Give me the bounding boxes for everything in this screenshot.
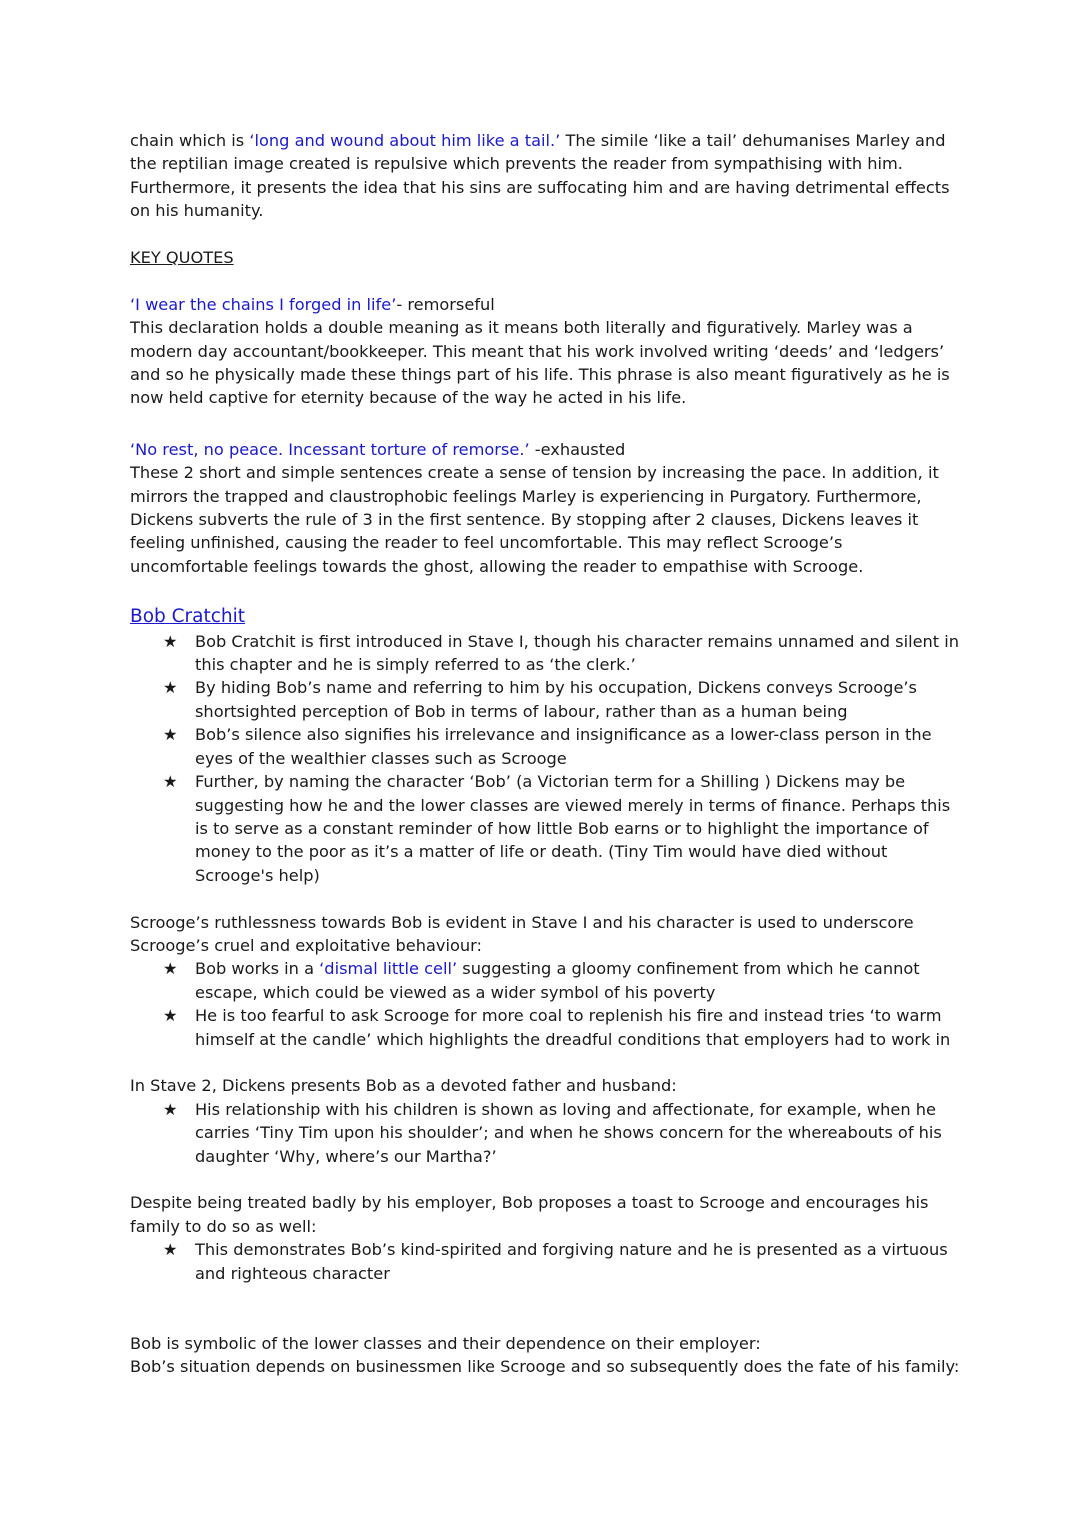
closing-line-1: Bob is symbolic of the lower classes and their dependence on their employer: bbox=[130, 1333, 761, 1353]
star-bullet-icon: ★ bbox=[163, 772, 178, 792]
list-item: ★ By hiding Bob’s name and referring to him by his occupation, Dickens conveys Scrooge’s shortsighted perception of Bob in terms of labour, rather than as a human being bbox=[163, 678, 917, 721]
bob-cratchit-heading[interactable]: Bob Cratchit bbox=[130, 605, 246, 627]
document-page bbox=[130, 129, 960, 1379]
ruthlessness-intro: Scrooge’s ruthlessness towards Bob is evident in Stave I and his character is used to underscore Scrooge’s cruel and exploitative behaviour: bbox=[130, 912, 914, 955]
toast-list bbox=[130, 1238, 960, 1285]
list-item: ★ Further, by naming the character ‘Bob’ (a Victorian term for a Shilling ) Dickens may be suggesting how he and the lower classes are viewed merely in terms of finance. Perhaps this is to serve as a constant reminder of how little Bob earns or to highlight the importance of money to the poor as it’s a matter of life or death. (Tiny Tim would have died without Scrooge's help) bbox=[163, 772, 951, 885]
list-item: ★ He is too fearful to ask Scrooge for more coal to replenish his fire and instead tries ‘to warm himself at the candle’ which highlights the dreadful conditions that employers had to work in bbox=[163, 1006, 951, 1049]
star-bullet-icon: ★ bbox=[163, 1099, 178, 1119]
list-item: ★ This demonstrates Bob’s kind-spirited and forgiving nature and he is presented as a virtuous and righteous character bbox=[163, 1240, 948, 1283]
intro-quote: ‘long and wound about him like a tail.’ bbox=[249, 131, 561, 150]
quote1-analysis: This declaration holds a double meaning as it means both literally and figuratively. Marley was a modern day accountant/bookkeeper. This meant that his work involved writing ‘deeds’ and ‘ledgers’ and so he physically made these things part of his life. This phrase is also meant figuratively as he is now held captive for eternity because of the way he acted in his life. bbox=[130, 318, 950, 408]
quote1-text: ‘I wear the chains I forged in life’ bbox=[130, 294, 397, 314]
intro-analysis: The simile ‘like a tail’ dehumanises Marley and the reptilian image created is repulsive which prevents the reader from sympathising with him. Furthermore, it presents the idea that his sins are suffocating him and are having detrimental effects on his humanity. bbox=[130, 131, 950, 221]
list-item: ★ Bob Cratchit is first introduced in Stave I, though his character remains unnamed and silent in this chapter and he is simply referred to as ‘the clerk.’ bbox=[163, 631, 960, 675]
intro-paragraph bbox=[130, 129, 960, 223]
bob-points-list bbox=[130, 630, 960, 887]
quote2-text: ‘No rest, no peace. Incessant torture of remorse.’ bbox=[130, 439, 530, 459]
quote1-line bbox=[130, 293, 960, 316]
quote1-tag: - remorseful bbox=[396, 294, 495, 314]
quote2-tag: -exhausted bbox=[529, 439, 626, 459]
dismal-cell-quote: ‘dismal little cell’ bbox=[319, 959, 458, 979]
list-item: ★ Bob works in a ‘dismal little cell’ suggesting a gloomy confinement from which he cannot escape, which could be viewed as a wider symbol of his poverty bbox=[163, 959, 920, 1002]
key-quotes-heading: KEY QUOTES bbox=[130, 248, 234, 268]
star-bullet-icon: ★ bbox=[163, 959, 178, 979]
toast-intro: Despite being treated badly by his employer, Bob proposes a toast to Scrooge and encourages his family to do so as well: bbox=[130, 1193, 929, 1236]
stave2-intro: In Stave 2, Dickens presents Bob as a devoted father and husband: bbox=[130, 1076, 677, 1096]
quote2-line bbox=[130, 438, 960, 461]
star-bullet-icon: ★ bbox=[163, 1006, 178, 1026]
star-bullet-icon: ★ bbox=[163, 1240, 178, 1260]
list-item: ★ His relationship with his children is shown as loving and affectionate, for example, when he carries ‘Tiny Tim upon his shoulder’; and when he shows concern for the whereabouts of his daughter ‘Why, where’s our Martha?’ bbox=[163, 1099, 942, 1166]
ruthlessness-list bbox=[130, 957, 960, 1051]
star-bullet-icon: ★ bbox=[163, 631, 178, 651]
list-item: ★ Bob’s silence also signifies his irrelevance and insignificance as a lower-class person in the eyes of the wealthier classes such as Scrooge bbox=[163, 725, 932, 768]
star-bullet-icon: ★ bbox=[163, 725, 178, 745]
quote2-analysis: These 2 short and simple sentences create a sense of tension by increasing the pace. In addition, it mirrors the trapped and claustrophobic feelings Marley is experiencing in Purgatory. Furthermore, Dickens subverts the rule of 3 in the first sentence. By stopping after 2 clauses, Dickens leaves it feeling unfinished, causing the reader to feel uncomfortable. This may reflect Scrooge’s uncomfortable feelings towards the ghost, allowing the reader to empathise with Scrooge. bbox=[130, 463, 939, 576]
star-bullet-icon: ★ bbox=[163, 678, 178, 698]
stave2-list bbox=[130, 1098, 960, 1168]
intro-text: chain which is bbox=[130, 131, 250, 150]
closing-line-2: Bob’s situation depends on businessmen like Scrooge and so subsequently does the fate of his family: bbox=[130, 1357, 960, 1377]
